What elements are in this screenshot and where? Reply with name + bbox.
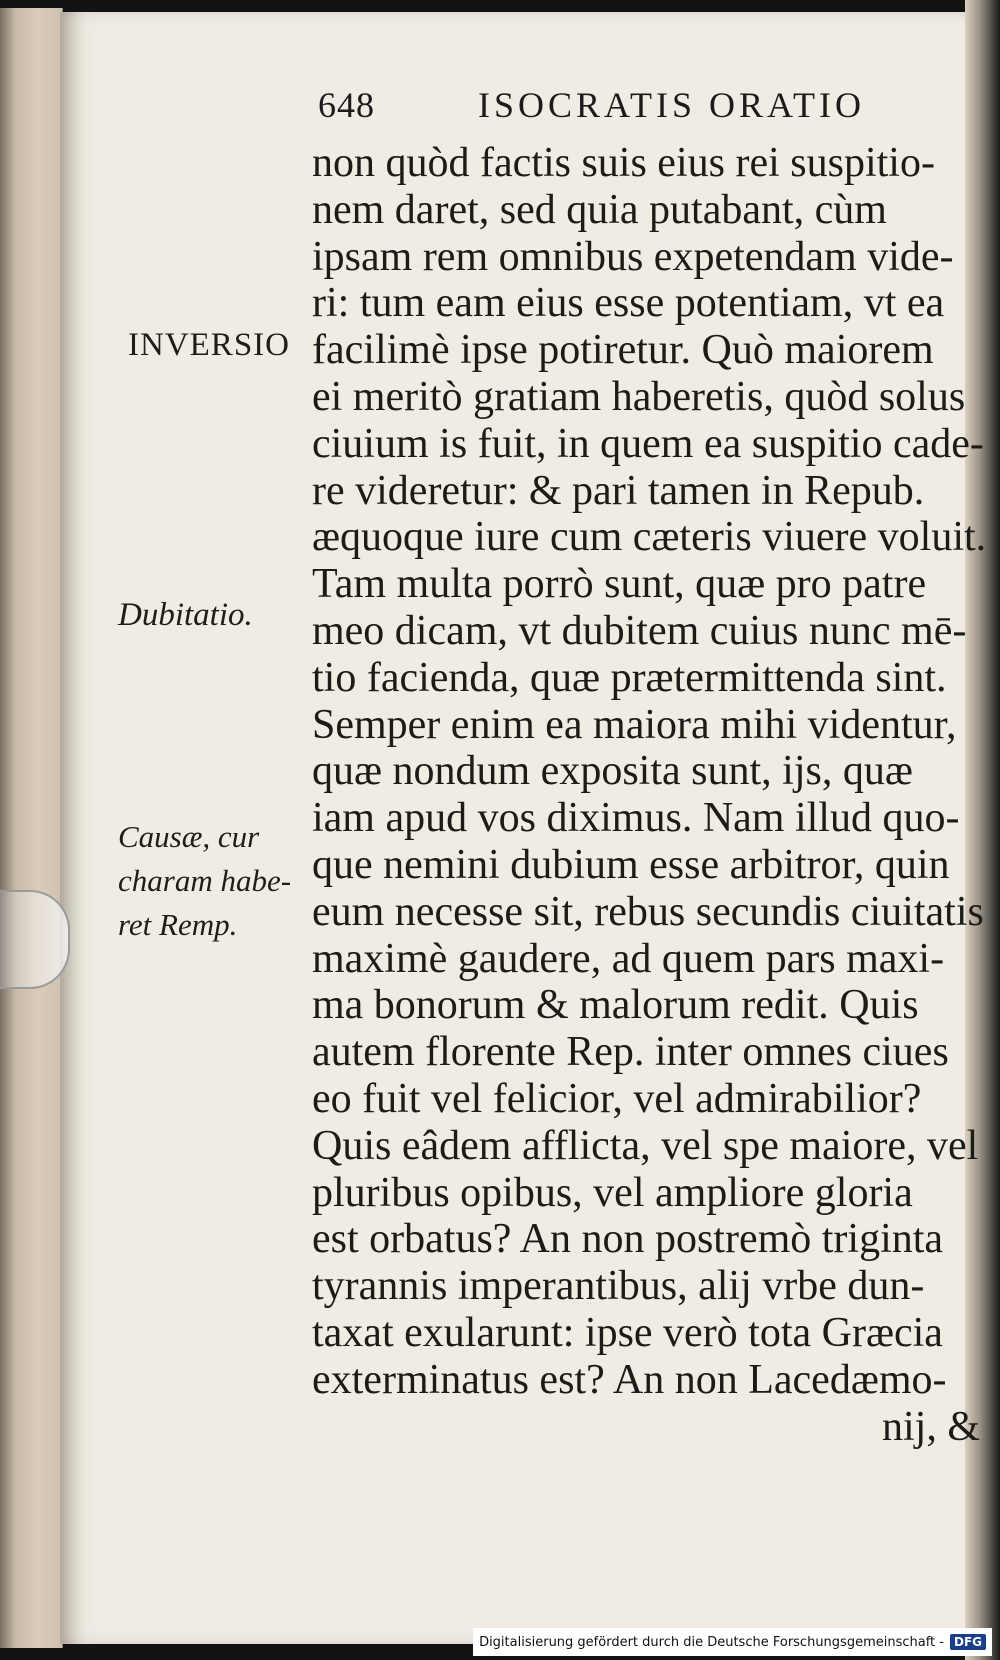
- text-line: nem daret, sed quia putabant, cùm: [312, 186, 887, 233]
- marginal-note-line: charam habe-: [118, 863, 292, 898]
- text-line: ciuium is fuit, in quem ea suspitio cade-: [312, 420, 984, 467]
- text-line: facilimè ipse potiretur. Quò maiorem: [312, 327, 934, 374]
- marginal-note-line: ret Remp.: [118, 907, 238, 942]
- text-line: meo dicam, vt dubitem cuius nunc mē-: [312, 607, 967, 654]
- text-line: re videretur: & pari tamen in Repub.: [312, 467, 925, 514]
- text-line: eum necesse sit, rebus secundis ciuitatis: [312, 888, 984, 935]
- marginal-note-inversio: INVERSIO: [128, 327, 290, 363]
- text-line: autem florente Rep. inter omnes ciues: [312, 1029, 949, 1076]
- text-line: æquoque iure cum cæteris viuere voluit.: [312, 514, 987, 561]
- text-line: tio facienda, quæ prætermittenda sint.: [312, 654, 947, 701]
- digitization-credit: [473, 1628, 992, 1656]
- running-head: ISOCRATIS ORATIO: [478, 85, 866, 125]
- body-text: [312, 140, 987, 1450]
- book-edge: [0, 8, 63, 1648]
- page-header: [318, 78, 918, 128]
- text-line: iam apud vos diximus. Nam illud quo-: [312, 795, 960, 842]
- marginal-note-causae: [118, 815, 291, 947]
- text-line: Quis eâdem afflicta, vel spe maiore, vel: [312, 1122, 979, 1169]
- text-line: ipsam rem omnibus expetendam vide-: [312, 233, 954, 280]
- text-line: que nemini dubium esse arbitror, quin: [312, 841, 950, 888]
- text-line: tyrannis imperantibus, alij vrbe dun-: [312, 1263, 925, 1310]
- text-line: est orbatus? An non postremò triginta: [312, 1216, 944, 1263]
- credit-text: Digitalisierung gefördert durch die Deutsche Forschungsgemeinschaft -: [479, 1634, 944, 1650]
- text-line: quæ nondum exposita sunt, ijs, quæ: [312, 748, 913, 795]
- marginal-note-line: Causæ, cur: [118, 819, 260, 854]
- text-line: maximè gaudere, ad quem pars maxi-: [312, 935, 945, 982]
- text-line: Semper enim ea maiora mihi videntur,: [312, 701, 957, 748]
- text-line: eo fuit vel felicior, vel admirabilior?: [312, 1075, 922, 1122]
- text-line: non quòd factis suis eius rei suspitio-: [312, 140, 935, 186]
- text-line: Tam multa porrò sunt, quæ pro patre: [312, 561, 927, 608]
- text-line: ma bonorum & malorum redit. Quis: [312, 982, 919, 1029]
- marginal-note-dubitatio: Dubitatio.: [118, 597, 253, 633]
- text-line: ri: tum eam eius esse potentiam, vt ea: [312, 280, 945, 327]
- dfg-logo: DFG: [950, 1634, 986, 1650]
- catchword: nij, &: [881, 1403, 980, 1450]
- text-line: taxat exularunt: ipse verò tota Græcia: [312, 1309, 943, 1356]
- text-line: ei meritò gratiam haberetis, quòd solus: [312, 373, 966, 420]
- text-line: pluribus opibus, vel ampliore gloria: [312, 1169, 913, 1216]
- text-line: exterminatus est? An non Lacedæmo-: [312, 1356, 947, 1403]
- page-number: 648: [318, 85, 375, 125]
- page-clip: [0, 890, 70, 989]
